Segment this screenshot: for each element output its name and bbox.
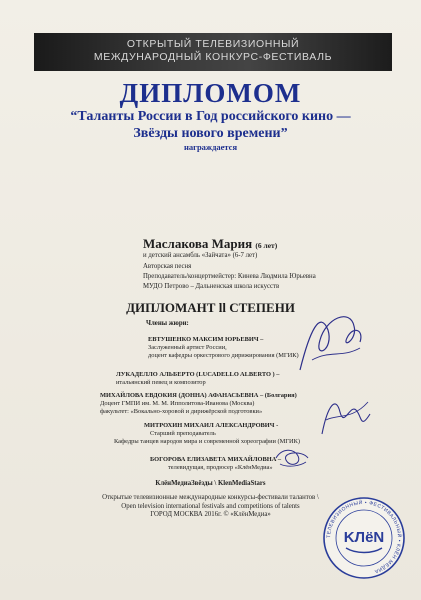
- jury-member-5-line-1: БОГОРОВА ЕЛИЗАВЕТА МИХАЙЛОВНА –: [150, 456, 282, 463]
- banner-line-1: ОТКРЫТЫЙ ТЕЛЕВИЗИОННЫЙ: [126, 38, 300, 50]
- festival-banner: [34, 33, 392, 71]
- festival-name-line-1: “Таланты России в Год российского кино —: [70, 109, 351, 124]
- logo-ring-text: ТЕЛЕВИЗИОННЫЙ • ФЕСТИВАЛЬНЫЙ • КЛЁН МЕДИА: [325, 499, 403, 575]
- logo-brand: KЛёN: [343, 529, 385, 546]
- winner-name-text: Маслакова Мария: [143, 236, 253, 251]
- jury-member-3: [100, 392, 297, 417]
- klen-media-logo: [322, 496, 406, 580]
- degree-label: ДИПЛОМАНТ ll СТЕПЕНИ: [126, 300, 295, 315]
- jury-member-5-line-2: телевидущая, продюсер «КлёнМедиа»: [168, 464, 273, 472]
- jury-member-3-line-1: МИХАЙЛОВА ЕВДОКИЯ (ДОННА) АФАНАСЬЕВНА – (Болгария): [100, 392, 297, 399]
- jury-member-1-line-3: доцент кафедры оркестрового дирижирования (МГИК): [148, 352, 299, 360]
- jury-member-1: [148, 336, 299, 361]
- winner-age: (6 лет): [255, 241, 278, 250]
- footer-line-ru: Открытые телевизионные международные конкурсы-фестивали талантов \: [102, 494, 319, 502]
- jury-member-4: [114, 422, 300, 447]
- jury-member-5: [150, 456, 281, 472]
- jury-member-1-line-1: ЕВТУШЕНКО МАКСИМ ЮРЬЕВИЧ –: [148, 336, 264, 343]
- signature-3: [272, 444, 312, 472]
- jury-member-3-line-2: Доцент ГМПИ им. М. М. Ипполитова-Иванова (Москва): [100, 400, 255, 408]
- jury-member-2-line-1: ЛУКАДЕЛЛО АЛЬБЕРТО (LUCADELLO ALBERTO ) –: [116, 371, 280, 378]
- footer-line-en: Open television international festivals and competitions of talents: [121, 502, 300, 510]
- festival-name: [0, 108, 421, 142]
- jury-title: Члены жюри:: [146, 320, 189, 327]
- jury-member-3-line-3: факультет: «Вокально-хоровой и дирижёрской подготовки»: [100, 408, 263, 416]
- winner-teacher: Преподаватель/концертмейстер: Кинева Людмила Юрьевна: [143, 273, 316, 280]
- jury-member-2-line-2: итальянский певец и композитор: [116, 379, 206, 387]
- winner-category: Авторская песня: [143, 263, 192, 270]
- signature-1: [290, 300, 370, 380]
- jury-member-4-line-1: МИТРОХИН МИХАИЛ АЛЕКСАНДРОВИЧ -: [144, 422, 279, 429]
- jury-member-2: [116, 371, 279, 387]
- winner-name: [143, 236, 277, 252]
- festival-name-line-2: Звёзды нового времени”: [133, 126, 288, 141]
- banner-line-2: МЕЖДУНАРОДНЫЙ КОНКУРС-ФЕСТИВАЛЬ: [93, 51, 333, 63]
- footer-brand: КлёнМедиаЗвёзды \ KlenMediaStars: [155, 480, 266, 487]
- jury-member-4-line-3: Кафедры танцев народов мира и современной хореографии (МГИК): [114, 438, 301, 446]
- winner-ensemble: и детский ансамбль «Зайчата» (6-7 лет): [143, 252, 258, 259]
- awarded-label: награждается: [183, 142, 238, 152]
- diploma-title: ДИПЛОМОМ: [119, 78, 302, 108]
- jury-member-4-line-2: Старший преподаватель: [150, 430, 216, 438]
- footer-city-year: ГОРОД МОСКВА 2016г. © «КлёнМедиа»: [150, 510, 271, 518]
- jury-member-1-line-2: Заслуженный артист России,: [148, 344, 227, 352]
- signature-2: [316, 384, 376, 444]
- winner-school: МУДО Петрово – Дальненская школа искусств: [143, 283, 280, 290]
